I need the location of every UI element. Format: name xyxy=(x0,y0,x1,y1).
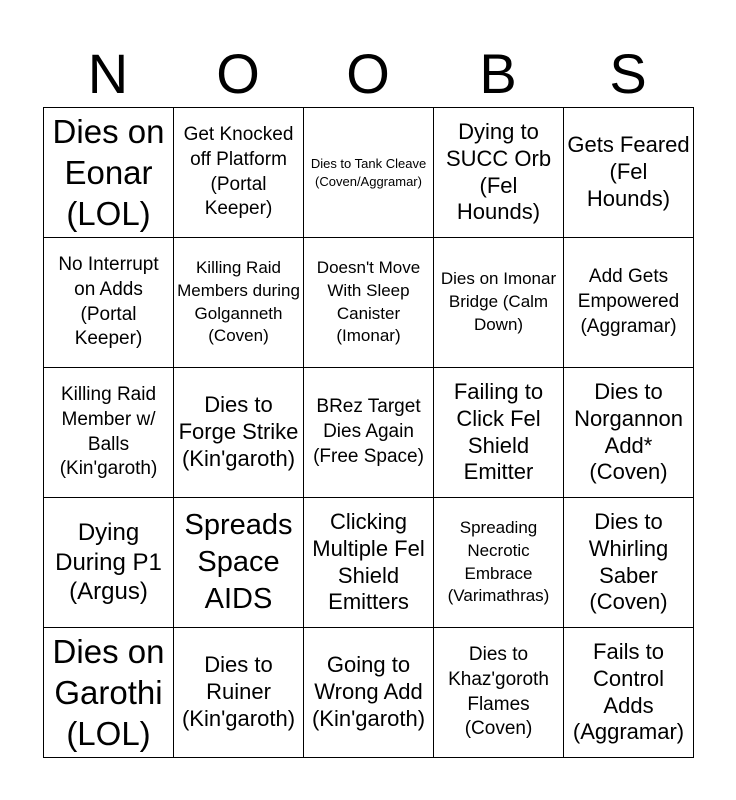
bingo-cell-r5-c5[interactable]: Fails to Control Adds (Aggramar) xyxy=(564,628,694,758)
bingo-cell-r5-c3[interactable]: Going to Wrong Add (Kin'garoth) xyxy=(304,628,434,758)
bingo-cell-r3-c1[interactable]: Killing Raid Member w/ Balls (Kin'garoth) xyxy=(44,368,174,498)
bingo-header xyxy=(43,40,693,108)
bingo-cell-r1-c3[interactable]: Dies to Tank Cleave (Coven/Aggramar) xyxy=(304,108,434,238)
bingo-cell-r4-c2[interactable]: Spreads Space AIDS xyxy=(174,498,304,628)
header-letter-b: B xyxy=(479,42,517,105)
bingo-cell-r1-c5[interactable]: Gets Feared (Fel Hounds) xyxy=(564,108,694,238)
header-letter-s: S xyxy=(609,42,647,105)
header-letter-o-first: O xyxy=(216,42,260,105)
header-letter-n: N xyxy=(87,42,129,105)
bingo-cell-r3-c4[interactable]: Failing to Click Fel Shield Emitter xyxy=(434,368,564,498)
bingo-cell-r2-c3[interactable]: Doesn't Move With Sleep Canister (Imonar) xyxy=(304,238,434,368)
bingo-cell-r5-c4[interactable]: Dies to Khaz'goroth Flames (Coven) xyxy=(434,628,564,758)
bingo-cell-r2-c5[interactable]: Add Gets Empowered (Aggramar) xyxy=(564,238,694,368)
bingo-cell-r2-c4[interactable]: Dies on Imonar Bridge (Calm Down) xyxy=(434,238,564,368)
bingo-cell-r3-c3[interactable]: BRez Target Dies Again (Free Space) xyxy=(304,368,434,498)
bingo-cell-r3-c2[interactable]: Dies to Forge Strike (Kin'garoth) xyxy=(174,368,304,498)
bingo-cell-r1-c4[interactable]: Dying to SUCC Orb (Fel Hounds) xyxy=(434,108,564,238)
bingo-cell-r1-c2[interactable]: Get Knocked off Platform (Portal Keeper) xyxy=(174,108,304,238)
header-letter-o-second: O xyxy=(346,42,390,105)
bingo-cell-r4-c4[interactable]: Spreading Necrotic Embrace (Varimathras) xyxy=(434,498,564,628)
bingo-grid xyxy=(43,107,694,758)
bingo-cell-r4-c1[interactable]: Dying During P1 (Argus) xyxy=(44,498,174,628)
bingo-cell-r3-c5[interactable]: Dies to Norgannon Add* (Coven) xyxy=(564,368,694,498)
bingo-cell-r1-c1[interactable]: Dies on Eonar (LOL) xyxy=(44,108,174,238)
bingo-cell-r5-c2[interactable]: Dies to Ruiner (Kin'garoth) xyxy=(174,628,304,758)
bingo-cell-r2-c2[interactable]: Killing Raid Members during Golganneth (Coven) xyxy=(174,238,304,368)
bingo-cell-r4-c5[interactable]: Dies to Whirling Saber (Coven) xyxy=(564,498,694,628)
bingo-cell-r5-c1[interactable]: Dies on Garothi (LOL) xyxy=(44,628,174,758)
bingo-cell-r2-c1[interactable]: No Interrupt on Adds (Portal Keeper) xyxy=(44,238,174,368)
bingo-cell-r4-c3[interactable]: Clicking Multiple Fel Shield Emitters xyxy=(304,498,434,628)
